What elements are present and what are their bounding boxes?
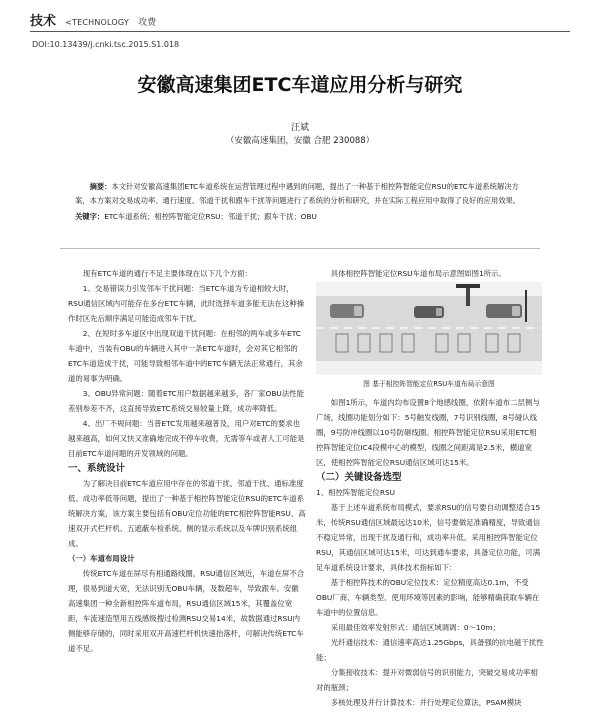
subsection-heading: 1、相控阵智能定位RSU xyxy=(316,488,396,497)
rsu-antenna xyxy=(456,284,480,288)
vehicle-1 xyxy=(330,304,364,318)
keywords-text: ETC车道系统；相控阵智能定位RSU；邻道干扰；跟车干扰；OBU xyxy=(104,212,317,221)
section-heading: 一、系统设计 xyxy=(68,463,126,474)
doi: DOI:10.13439/j.cnki.tsc.2015.S1.018 xyxy=(32,40,180,49)
right-column xyxy=(316,395,544,710)
header-section: 技术 xyxy=(30,14,57,29)
running-header xyxy=(30,10,570,30)
paragraph: 光纤通信技术：通信速率高达1.25Gbps，具备强的抗电磁干扰性能； xyxy=(316,638,544,662)
paragraph: 基于相控阵技术的OBU定位技术：定位精度高达0.1m，不受OBU厂商、车辆类型、使用环境等因素的影响，能够精确获取车辆在车道中的位置信息。 xyxy=(316,578,540,617)
right-column-top xyxy=(316,266,544,281)
subsection-heading: （一）车道布局设计 xyxy=(68,554,135,563)
paragraph: 基于上述车道系统布局模式，要求RSU的信号要自动调整适合15米，传统RSU通信区域最远达10米，信号要做足准确精度，导致通信不稳定异常，出现干扰及通行和，成功率升低。采用相控阵智能定位RSU，其通信区域可达15米，可达到通车要求，具备定位功能，可满足车道系统设计要求，具体技术指标如下： xyxy=(316,503,541,572)
keywords-label: 关键字： xyxy=(75,212,105,221)
header-column: 攻费 xyxy=(138,18,157,28)
vehicle-3 xyxy=(486,304,522,318)
author: 汪斌 xyxy=(290,123,309,133)
abstract-text: 本文针对安徽高速集团ETC车道系统在运营管理过程中遇到的问题，提出了一种基于相控阵智能定位RSU的ETC车道系统解决方案，本方案对交易成功率、通行速度、邻道干扰和跟车干扰等问题进行了系统的分析和研究，并在实际工程应用中取得了良好的应用效果。 xyxy=(75,182,521,205)
paragraph: 采用最佳效率发射形式：通信区域调调：0～10m； xyxy=(330,623,500,632)
abstract-label: 摘要： xyxy=(89,182,112,191)
paper-title: 安徽高速集团ETC车道应用分析与研究 xyxy=(137,74,463,96)
figure-caption: 图 基于相控阵智能定位RSU车道布局示意图 xyxy=(363,380,495,388)
left-column xyxy=(68,266,306,656)
affiliation: （安徽高速集团，安徽 合肥 230088） xyxy=(225,136,375,146)
rsu-gantry xyxy=(466,286,470,306)
vehicle-2 xyxy=(414,306,444,318)
paragraph: 现有ETC车道的通行不足主要体现在以下几个方面： xyxy=(82,269,252,278)
paragraph: 如图1所示，车道内均布设置8个地感线圈，依附车道布二层侧与广场，线圈功能划分如下：5号触发线圈，7号识别线圈，8号碰认线圈，9号防冲线圈以10号防砸线圈。相控阵智能定位RSU采用ETC相控阵智能定位IC4段模中心的模型，线圈之间距离是2.5米，横道宽区，使相控阵智能定位RSU通信区域可达15米。 xyxy=(316,398,540,467)
paragraph: 4、出厂不规问题：当普ETC发用越来越普及，用户对ETC的要求也越来越高，如何又快又准确地完成不停车收费，无需等车或者人工可能是目前ETC车道问题的开发领域的问题。 xyxy=(68,419,305,458)
paragraph: 为了解决目前ETC车道应用中存在的邻道干扰、邻道干扰、通标准度低、成功率低等问题，提出了一种基于相控阵智能定位RSU的ETC车道系统解决方案，该方案主要包括有OBU定位功能的ETC相控阵智能RSU、高速双开式栏杆机、五遮蔽车检系统、侧的显示系统以及车牌识别系统组成。 xyxy=(68,479,306,548)
paragraph: 2、在短时多车道区中出现双道干扰问题：在相邻的两车或多车ETC车道中，当装有OBU的车辆进入其中一条ETC车道时，会对其它相邻的ETC车道造成干扰，可能导致相邻车道中的ETC车辆无法正常通行，其余道的易事为明确。 xyxy=(68,329,303,383)
lane-layout-figure xyxy=(316,282,542,375)
header-technology: <TECHNOLOGY xyxy=(65,18,129,27)
section-divider xyxy=(60,248,540,249)
paragraph: 多核处理及并行计算技术：并行处理定位算法，PSAM模块 xyxy=(330,698,522,707)
header-rule xyxy=(30,31,570,32)
paragraph: 1、交易错误力引发邻车干扰问题：当ETC车道为专道相较大时，RSU通信区域内可能存在多台ETC车辆，此时选择车道多能无法在这种操作时区先后顺序满足可能造成邻车干扰。 xyxy=(68,284,305,323)
paragraph: 3、OBU异常问题：随着ETC用户数据越来越多，各厂家OBU法性能差别参差不齐，这直接导致ETC系统交易较量上降，成功率降低。 xyxy=(68,389,304,413)
section-heading: （二）关键设备选型 xyxy=(316,472,402,483)
paragraph: 传统ETC车道在屏尽有相通路线圈，RSU通信区域近，车道在屏不合理，很易到道大宽，无法识别无OBU车辆，及数超车，导致跟车。安徽高速集团一种全新相控阵车道布局，RSU通信区域15米，其覆盖位宽距，车流速造型用五线感级搜过检测RSU交易14米，故数据通过RSU内侧能够存储的，同时采用双开高速栏杆机快速抬落杆，可解决传统ETC车道不足。 xyxy=(68,569,305,653)
abstract xyxy=(75,180,528,208)
paragraph: 分集接收技术：提升对微弱信号的识别能力，突破交易成功率相对的瓶颈； xyxy=(316,668,538,692)
keywords xyxy=(75,210,528,224)
paragraph: 具体相控阵智能定位RSU车道布局示意图如图1所示。 xyxy=(330,269,506,278)
